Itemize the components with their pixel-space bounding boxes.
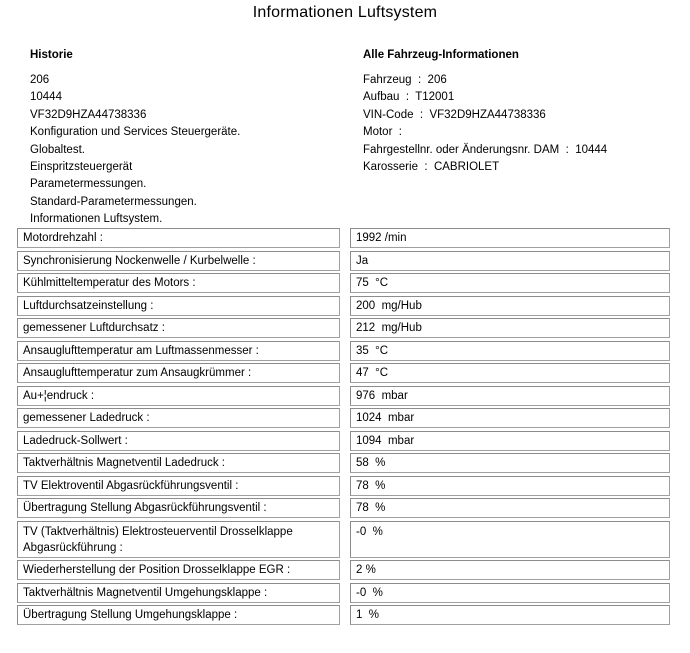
param-label: TV Elektroventil Abgasrückführungsventil : <box>17 476 340 496</box>
param-label: Synchronisierung Nockenwelle / Kurbelwelle : <box>17 251 340 271</box>
param-value: 200 mg/Hub <box>350 296 670 316</box>
history-panel <box>30 48 350 229</box>
table-row <box>17 341 673 361</box>
param-label: TV (Taktverhältnis) Elektrosteuerventil Drosselklappe Abgasrückführung : <box>17 521 340 558</box>
param-label: Motordrehzahl : <box>17 228 340 248</box>
param-value: -0 % <box>350 521 670 558</box>
table-row <box>17 560 673 580</box>
param-value: 35 °C <box>350 341 670 361</box>
table-row <box>17 363 673 383</box>
param-value: -0 % <box>350 583 670 603</box>
param-label: Wiederherstellung der Position Drosselklappe EGR : <box>17 560 340 580</box>
table-row <box>17 318 673 338</box>
table-row <box>17 453 673 473</box>
table-row <box>17 476 673 496</box>
history-item: Informationen Luftsystem. <box>30 213 163 226</box>
param-label: gemessener Ladedruck : <box>17 408 340 428</box>
param-label: Ansauglufttemperatur zum Ansaugkrümmer : <box>17 363 340 383</box>
table-row <box>17 431 673 451</box>
vehicle-info-panel <box>363 48 683 176</box>
param-label: Ladedruck-Sollwert : <box>17 431 340 451</box>
history-item: 206 <box>30 74 50 86</box>
param-value: 1 % <box>350 605 670 625</box>
table-row <box>17 386 673 406</box>
history-item: VF32D9HZA44738336 <box>30 108 147 121</box>
vehicle-info-item: Fahrzeug : 206 <box>363 74 447 86</box>
history-heading: Historie <box>30 49 73 61</box>
page-title: Informationen Luftsystem <box>252 4 438 21</box>
param-label: Taktverhältnis Magnetventil Umgehungsklappe : <box>17 583 340 603</box>
vehicle-info-item: VIN-Code : VF32D9HZA44738336 <box>363 108 546 121</box>
table-row <box>17 498 673 518</box>
history-item: Globaltest. <box>30 143 85 156</box>
param-value: 1094 mbar <box>350 431 670 451</box>
param-label: Kühlmitteltemperatur des Motors : <box>17 273 340 293</box>
param-label: Au+¦endruck : <box>17 386 340 406</box>
param-value: 1992 /min <box>350 228 670 248</box>
vehicle-info-item: Motor : <box>363 126 402 139</box>
parameter-table <box>17 228 673 628</box>
table-row <box>17 228 673 248</box>
vehicle-info-heading: Alle Fahrzeug-Informationen <box>363 49 519 61</box>
param-value: 78 % <box>350 476 670 496</box>
param-value: 1024 mbar <box>350 408 670 428</box>
table-row <box>17 273 673 293</box>
table-row <box>17 408 673 428</box>
param-label: Übertragung Stellung Umgehungsklappe : <box>17 605 340 625</box>
history-item: 10444 <box>30 91 62 104</box>
param-label: Ansauglufttemperatur am Luftmassenmesser : <box>17 341 340 361</box>
history-item: Einspritzsteuergerät <box>30 161 133 174</box>
param-value: 58 % <box>350 453 670 473</box>
param-value: 2 % <box>350 560 670 580</box>
param-label: Übertragung Stellung Abgasrückführungsventil : <box>17 498 340 518</box>
param-label: gemessener Luftdurchsatz : <box>17 318 340 338</box>
history-item: Standard-Parametermessungen. <box>30 195 197 208</box>
table-row <box>17 251 673 271</box>
vehicle-info-item: Aufbau : T12001 <box>363 91 455 104</box>
vehicle-info-item: Karosserie : CABRIOLET <box>363 161 500 174</box>
table-row <box>17 296 673 316</box>
param-value: 976 mbar <box>350 386 670 406</box>
param-value: 47 °C <box>350 363 670 383</box>
table-row <box>17 605 673 625</box>
param-value: 212 mg/Hub <box>350 318 670 338</box>
param-value: 75 °C <box>350 273 670 293</box>
param-label: Luftdurchsatzeinstellung : <box>17 296 340 316</box>
param-value: Ja <box>350 251 670 271</box>
table-row <box>17 521 673 558</box>
history-item: Parametermessungen. <box>30 178 147 191</box>
table-row <box>17 583 673 603</box>
history-item: Konfiguration und Services Steuergeräte. <box>30 126 241 139</box>
param-label: Taktverhältnis Magnetventil Ladedruck : <box>17 453 340 473</box>
vehicle-info-item: Fahrgestellnr. oder Änderungsnr. DAM : 10444 <box>363 143 608 156</box>
param-value: 78 % <box>350 498 670 518</box>
